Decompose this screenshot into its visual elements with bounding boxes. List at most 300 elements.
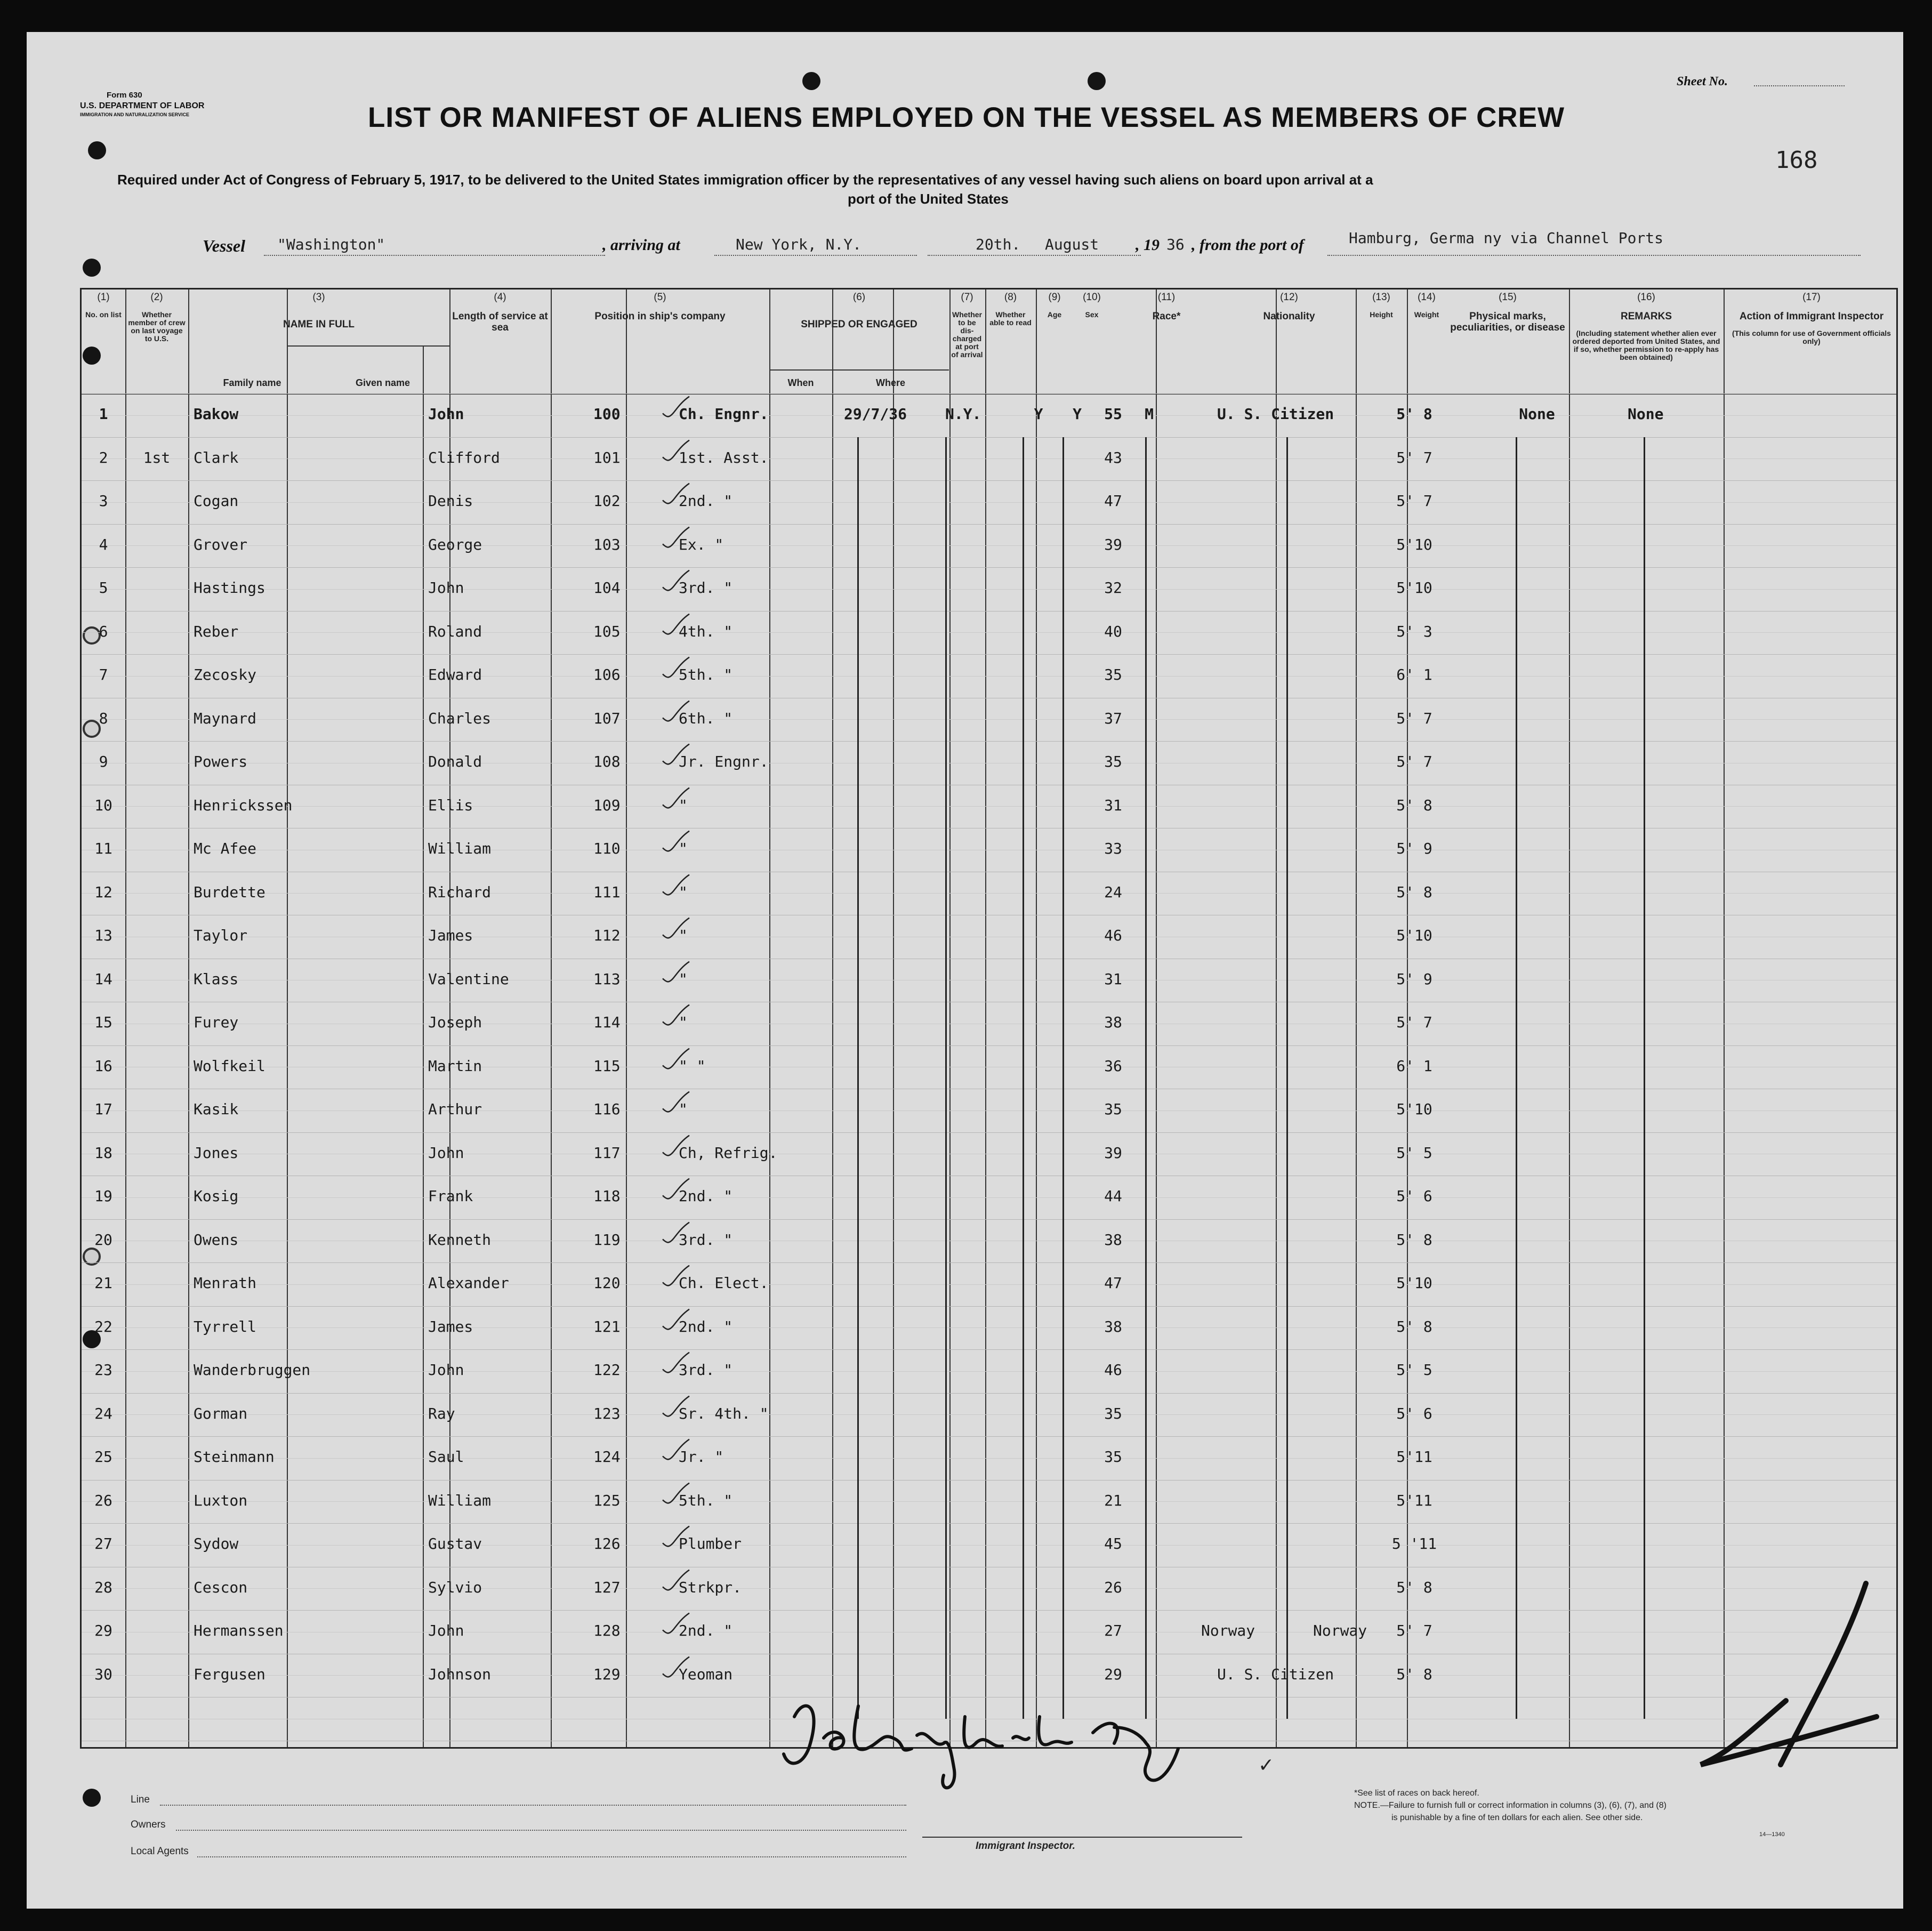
- cell-family: Tyrrell: [194, 1317, 257, 1335]
- row-rule: [82, 1219, 1896, 1220]
- cell-height: 5' 7: [1396, 492, 1432, 510]
- cell-height: 5' 8: [1396, 405, 1432, 423]
- cell-no: 26: [94, 1491, 112, 1509]
- cell-no: 14: [94, 970, 112, 988]
- cell-given: Valentine: [428, 970, 509, 988]
- cell-no: 17: [94, 1100, 112, 1118]
- row-rule: [82, 1610, 1896, 1611]
- cell-given: John: [428, 405, 464, 423]
- arrival-day: 20th.: [976, 236, 1021, 253]
- cell-no: 12: [94, 883, 112, 901]
- agents-blank: [197, 1856, 906, 1857]
- table-row: [82, 492, 1896, 513]
- cell-position: Plumber: [679, 1535, 742, 1552]
- check-tick: [660, 1048, 692, 1074]
- column-number: (13): [1372, 292, 1390, 303]
- column-header: Physical marks, peculiarities, or disease: [1450, 311, 1565, 333]
- column-number: (9): [1048, 292, 1061, 303]
- column-number: (1): [97, 292, 110, 303]
- cell-age: 39: [1104, 1144, 1122, 1162]
- cell-family: Owens: [194, 1230, 239, 1249]
- cell-no: 23: [94, 1361, 112, 1379]
- table-row: [82, 927, 1896, 948]
- cell-service: 109: [593, 796, 621, 814]
- table-row: [82, 1579, 1896, 1600]
- races-note: *See list of races on back hereof.: [1354, 1789, 1479, 1798]
- cell-service: 118: [593, 1187, 621, 1205]
- cell-service: 119: [593, 1230, 621, 1249]
- table-row: [82, 1274, 1896, 1296]
- cell-no: 3: [99, 492, 108, 510]
- arriving-line: [714, 255, 917, 256]
- table-row: [82, 1622, 1896, 1643]
- table-row: [82, 1535, 1896, 1556]
- cell-family: Sydow: [194, 1535, 239, 1552]
- cell-family: Taylor: [194, 927, 248, 944]
- column-header: Position in ship's company: [594, 311, 726, 322]
- table-row: [82, 1187, 1896, 1209]
- cell-family: Furey: [194, 1013, 239, 1031]
- cell-given: John: [428, 1361, 464, 1379]
- cell-service: 121: [593, 1317, 621, 1335]
- cell-given: Denis: [428, 492, 473, 510]
- column-number: (17): [1802, 292, 1821, 303]
- column-header: NAME IN FULL: [283, 319, 355, 330]
- departure-port: Hamburg, Germa ny via Channel Ports: [1349, 229, 1664, 247]
- cell-service: 113: [593, 970, 621, 988]
- row-rule: [82, 437, 1896, 438]
- check-tick: [660, 874, 692, 900]
- arrival-year: 36: [1166, 236, 1185, 253]
- cell-service: 120: [593, 1274, 621, 1292]
- cell-position: ": [679, 840, 688, 857]
- cell-when: 29/7/36: [844, 405, 907, 423]
- cell-height: 5 '11: [1391, 1535, 1437, 1552]
- date-line: [928, 255, 1141, 256]
- cell-service: 123: [593, 1404, 621, 1422]
- column-number: (7): [961, 292, 973, 303]
- binder-hole: [802, 72, 820, 90]
- cell-height: 5' 5: [1396, 1361, 1432, 1379]
- cell-age: 29: [1104, 1665, 1122, 1683]
- check-tick: [660, 396, 692, 422]
- column-header: Action of Immigrant Inspector: [1739, 311, 1884, 322]
- cell-no: 5: [99, 579, 108, 597]
- cell-family: Mc Afee: [194, 840, 257, 857]
- cell-sex: M: [1145, 405, 1154, 423]
- table-row: [82, 710, 1896, 731]
- cell-service: 105: [593, 622, 621, 640]
- ditto-line: [1286, 437, 1288, 1719]
- cell-age: 35: [1104, 1100, 1122, 1118]
- cell-given: Roland: [428, 622, 482, 640]
- table-row: [82, 1231, 1896, 1252]
- port-line: [1327, 255, 1861, 256]
- cell-height: 5' 7: [1396, 709, 1432, 727]
- column-number: (6): [852, 292, 866, 303]
- row-rule: [82, 1132, 1896, 1133]
- arriving-label: , arriving at: [602, 236, 680, 254]
- cell-age: 40: [1104, 622, 1122, 640]
- cell-family: Zecosky: [194, 666, 257, 683]
- cell-position: ": [679, 927, 688, 944]
- ditto-line: [1516, 437, 1517, 1719]
- cell-age: 45: [1104, 1535, 1122, 1552]
- table-row: [82, 1057, 1896, 1079]
- cell-service: 111: [593, 883, 621, 901]
- cell-no: 11: [94, 840, 112, 857]
- inspector-label: Immigrant Inspector.: [976, 1840, 1075, 1852]
- cell-age: 37: [1104, 709, 1122, 727]
- cell-age: 33: [1104, 840, 1122, 857]
- cell-service: 127: [593, 1578, 621, 1596]
- check-tick: [660, 1351, 692, 1378]
- cell-age: 38: [1104, 1317, 1122, 1335]
- ditto-line: [1023, 437, 1024, 1719]
- cell-no: 21: [94, 1274, 112, 1292]
- cell-race-nat: U. S. Citizen: [1217, 405, 1334, 423]
- cell-position: 3rd. ": [679, 579, 733, 597]
- cell-no: 7: [99, 666, 108, 683]
- cell-age: 35: [1104, 1448, 1122, 1466]
- cell-age: 47: [1104, 492, 1122, 510]
- check-tick: [660, 1221, 692, 1248]
- column-header: Sex: [1085, 310, 1099, 319]
- row-rule: [82, 654, 1896, 655]
- cell-given: Arthur: [428, 1100, 482, 1118]
- cell-position: Jr. Engnr.: [679, 753, 769, 770]
- cell-height: 5' 7: [1396, 753, 1432, 770]
- cell-family: Grover: [194, 535, 248, 553]
- cell-given: Frank: [428, 1187, 473, 1205]
- cell-race-nat: U. S. Citizen: [1217, 1665, 1334, 1683]
- check-tick: [660, 961, 692, 987]
- cell-service: 129: [593, 1665, 621, 1683]
- cell-height: 5'11: [1396, 1448, 1432, 1466]
- check-tick: [660, 482, 692, 509]
- table-row: [82, 405, 1896, 427]
- column-header: Whether to be dis- charged at port of arrival: [951, 310, 983, 359]
- cell-service: 107: [593, 709, 621, 727]
- column-number: (3): [312, 292, 325, 303]
- cell-family: Henrickssen: [194, 796, 293, 814]
- cell-family: Klass: [194, 970, 239, 988]
- table-row: [82, 1318, 1896, 1339]
- cell-given: Clifford: [428, 448, 500, 466]
- cell-no: 30: [94, 1665, 112, 1683]
- column-number: (11): [1157, 292, 1176, 303]
- table-row: [82, 1492, 1896, 1513]
- binder-hole: [83, 1789, 101, 1807]
- cell-family: Gorman: [194, 1404, 248, 1422]
- check-tick: [660, 917, 692, 944]
- cell-position: Yeoman: [679, 1665, 733, 1683]
- cell-no: 1: [99, 405, 108, 423]
- table-row: [82, 883, 1896, 905]
- cell-given: Saul: [428, 1448, 464, 1466]
- column-number: (16): [1637, 292, 1655, 303]
- cell-family: Bakow: [194, 405, 239, 423]
- cell-given: James: [428, 1317, 473, 1335]
- sheet-number-blank: [1754, 85, 1845, 86]
- row-rule: [82, 1436, 1896, 1437]
- cell-no: 29: [94, 1622, 112, 1639]
- cell-service: 103: [593, 535, 621, 553]
- cell-position: 5th. ": [679, 666, 733, 683]
- row-rule: [82, 567, 1896, 568]
- cell-position: ": [679, 1013, 688, 1031]
- cell-no: 19: [94, 1187, 112, 1205]
- check-tick: [660, 700, 692, 727]
- table-row: [82, 1100, 1896, 1122]
- table-row: [82, 840, 1896, 861]
- cell-height: 5'10: [1396, 535, 1432, 553]
- cell-given: James: [428, 927, 473, 944]
- cell-given: Kenneth: [428, 1230, 492, 1249]
- cell-height: 5'10: [1396, 1274, 1432, 1292]
- column-header: Height: [1370, 310, 1393, 319]
- row-rule: [82, 741, 1896, 742]
- cell-no: 9: [99, 753, 108, 770]
- check-tick: [660, 1395, 692, 1422]
- cell-read: Y: [1073, 405, 1082, 423]
- column-header: Race*: [1152, 311, 1181, 322]
- check-tick: [660, 830, 692, 857]
- cell-height: 5'10: [1396, 927, 1432, 944]
- cell-height: 5' 8: [1396, 1317, 1432, 1335]
- check-tick: [660, 1178, 692, 1204]
- table-row: [82, 970, 1896, 992]
- cell-position: 3rd. ": [679, 1361, 733, 1379]
- column-subheader: Family name: [223, 377, 281, 388]
- ditto-line: [1062, 437, 1064, 1719]
- cell-service: 117: [593, 1144, 621, 1162]
- cell-position: 5th. ": [679, 1491, 733, 1509]
- binder-hole: [1088, 72, 1106, 90]
- cell-family: Hermanssen: [194, 1622, 284, 1639]
- binder-hole: [88, 141, 106, 159]
- cell-position: 2nd. ": [679, 492, 733, 510]
- cell-family: Cogan: [194, 492, 239, 510]
- cell-position: 2nd. ": [679, 1187, 733, 1205]
- table-row: [82, 666, 1896, 687]
- cell-given: Donald: [428, 753, 482, 770]
- table-row: [82, 623, 1896, 644]
- cell-family: Burdette: [194, 883, 265, 901]
- cell-position: " ": [679, 1057, 706, 1075]
- column-number: (12): [1280, 292, 1298, 303]
- manifest-sheet: [27, 32, 1903, 1909]
- cell-no: 13: [94, 927, 112, 944]
- row-rule: [82, 480, 1896, 481]
- cell-marks: None: [1519, 405, 1555, 423]
- cell-service: 102: [593, 492, 621, 510]
- cell-position: ": [679, 970, 688, 988]
- vessel-label: Vessel: [203, 236, 245, 255]
- cell-given: Martin: [428, 1057, 482, 1075]
- cell-service: 116: [593, 1100, 621, 1118]
- check-tick: [660, 1308, 692, 1335]
- table-row: [82, 753, 1896, 774]
- column-header: Length of service at sea: [452, 311, 548, 333]
- cell-service: 126: [593, 1535, 621, 1552]
- cell-height: 5' 6: [1396, 1404, 1432, 1422]
- cell-age: 21: [1104, 1491, 1122, 1509]
- print-code: 14—1340: [1759, 1831, 1785, 1838]
- cell-family: Powers: [194, 753, 248, 770]
- cell-position: Ch. Elect.: [679, 1274, 769, 1292]
- row-rule: [82, 1480, 1896, 1481]
- cell-age: 47: [1104, 1274, 1122, 1292]
- column-header: Nationality: [1263, 311, 1315, 322]
- cell-remarks: None: [1628, 405, 1664, 423]
- cell-family: Maynard: [194, 709, 257, 727]
- cell-position: Ch. Engnr.: [679, 405, 769, 423]
- column-subheader: Where: [875, 377, 905, 388]
- cell-height: 6' 1: [1396, 666, 1432, 683]
- cell-position: 2nd. ": [679, 1622, 733, 1639]
- cell-service: 122: [593, 1361, 621, 1379]
- cell-family: Menrath: [194, 1274, 257, 1292]
- owners-label: Owners: [131, 1819, 166, 1830]
- cell-no: 16: [94, 1057, 112, 1075]
- row-rule: [82, 1349, 1896, 1350]
- check-tick: [660, 656, 692, 683]
- cell-service: 115: [593, 1057, 621, 1075]
- cell-no: 15: [94, 1013, 112, 1031]
- check-tick: [660, 1135, 692, 1161]
- name-subhead-line: [287, 345, 449, 347]
- cell-age: 46: [1104, 927, 1122, 944]
- cell-family: Jones: [194, 1144, 239, 1162]
- penalty-note: NOTE.—Failure to furnish full or correct information in columns (3), (6), (7), and (8): [1354, 1801, 1667, 1810]
- row-rule: [82, 524, 1896, 525]
- cell-height: 5' 7: [1396, 448, 1432, 466]
- cell-height: 5' 8: [1396, 796, 1432, 814]
- cell-age: 35: [1104, 1404, 1122, 1422]
- check-tick: [660, 439, 692, 466]
- from-port-label: , from the port of: [1192, 236, 1304, 254]
- cell-age: 31: [1104, 796, 1122, 814]
- column-number: (2): [150, 292, 163, 303]
- cell-family: Reber: [194, 622, 239, 640]
- cell-height: 5' 6: [1396, 1187, 1432, 1205]
- cell-service: 112: [593, 927, 621, 944]
- local-agents-label: Local Agents: [131, 1846, 189, 1857]
- tally-mark: [1663, 1562, 1887, 1786]
- cell-given: John: [428, 579, 464, 597]
- column-header: Whether member of crew on last voyage to U.S.: [128, 310, 186, 343]
- ditto-line: [945, 437, 947, 1719]
- cell-position: 1st. Asst.: [679, 448, 769, 466]
- column-number: (4): [494, 292, 506, 303]
- column-header: Weight: [1414, 310, 1439, 319]
- cell-no: 20: [94, 1230, 112, 1249]
- cell-race: Norway: [1201, 1622, 1255, 1639]
- cell-given: George: [428, 535, 482, 553]
- cell-family: Clark: [194, 448, 239, 466]
- cell-given: John: [428, 1622, 464, 1639]
- table-row: [82, 449, 1896, 470]
- column-header-note: (This column for use of Government officials only): [1732, 329, 1891, 345]
- cell-height: 5' 5: [1396, 1144, 1432, 1162]
- cell-age: 35: [1104, 753, 1122, 770]
- check-tick: [660, 1482, 692, 1509]
- cell-position: 6th. ": [679, 709, 733, 727]
- cell-position: Ex. ": [679, 535, 724, 553]
- cell-given: John: [428, 1144, 464, 1162]
- cell-service: 100: [593, 405, 621, 423]
- cell-service: 114: [593, 1013, 621, 1031]
- column-header: No. on list: [85, 310, 122, 319]
- cell-age: 38: [1104, 1230, 1122, 1249]
- table-row: [82, 796, 1896, 818]
- cell-family: Fergusen: [194, 1665, 265, 1683]
- cell-given: Charles: [428, 709, 492, 727]
- cell-height: 5'10: [1396, 579, 1432, 597]
- cell-given: Alexander: [428, 1274, 509, 1292]
- cell-last-voyage: 1st: [143, 448, 171, 466]
- cell-family: Cescon: [194, 1578, 248, 1596]
- crew-table: [80, 288, 1898, 1749]
- sheet-number: 168: [1775, 147, 1818, 174]
- check-tick: [660, 1612, 692, 1639]
- cell-no: 6: [99, 622, 108, 640]
- check-tick: [660, 1091, 692, 1117]
- cell-no: 28: [94, 1578, 112, 1596]
- table-row: [82, 1666, 1896, 1687]
- check-tick: [660, 787, 692, 814]
- cell-age: 26: [1104, 1578, 1122, 1596]
- binder-hole: [83, 259, 101, 277]
- column-header: REMARKS: [1620, 311, 1672, 322]
- cell-service: 104: [593, 579, 621, 597]
- column-number: (10): [1083, 292, 1101, 303]
- cell-height: 5' 9: [1396, 970, 1432, 988]
- inspector-signature-line: [922, 1837, 1242, 1838]
- cell-service: 110: [593, 840, 621, 857]
- cell-height: 5'10: [1396, 1100, 1432, 1118]
- cell-service: 108: [593, 753, 621, 770]
- cell-given: Gustav: [428, 1535, 482, 1552]
- cell-given: Edward: [428, 666, 482, 683]
- form-number: Form 630: [107, 91, 142, 100]
- vessel-name-line: [264, 255, 605, 256]
- penalty-note-2: is punishable by a fine of ten dollars for each alien. See other side.: [1391, 1813, 1643, 1822]
- check-tick: [660, 743, 692, 770]
- row-rule: [82, 393, 1896, 394]
- cell-height: 5' 8: [1396, 1578, 1432, 1596]
- cell-age: 46: [1104, 1361, 1122, 1379]
- column-number: (8): [1004, 292, 1017, 303]
- ditto-line: [1145, 437, 1147, 1719]
- cell-no: 25: [94, 1448, 112, 1466]
- cell-height: 5' 9: [1396, 840, 1432, 857]
- check-tick: [660, 526, 692, 553]
- vessel-name: "Washington": [277, 236, 385, 253]
- cell-given: Richard: [428, 883, 492, 901]
- cell-position: Strkpr.: [679, 1578, 742, 1596]
- cell-no: 4: [99, 535, 108, 553]
- column-number: (5): [654, 292, 666, 303]
- sheet-label: Sheet No.: [1677, 75, 1728, 88]
- table-row: [82, 1013, 1896, 1035]
- column-number: (14): [1418, 292, 1436, 303]
- check-tick: [660, 1569, 692, 1596]
- check-tick: [660, 1525, 692, 1552]
- cell-family: Kosig: [194, 1187, 239, 1205]
- check-tick: [660, 569, 692, 596]
